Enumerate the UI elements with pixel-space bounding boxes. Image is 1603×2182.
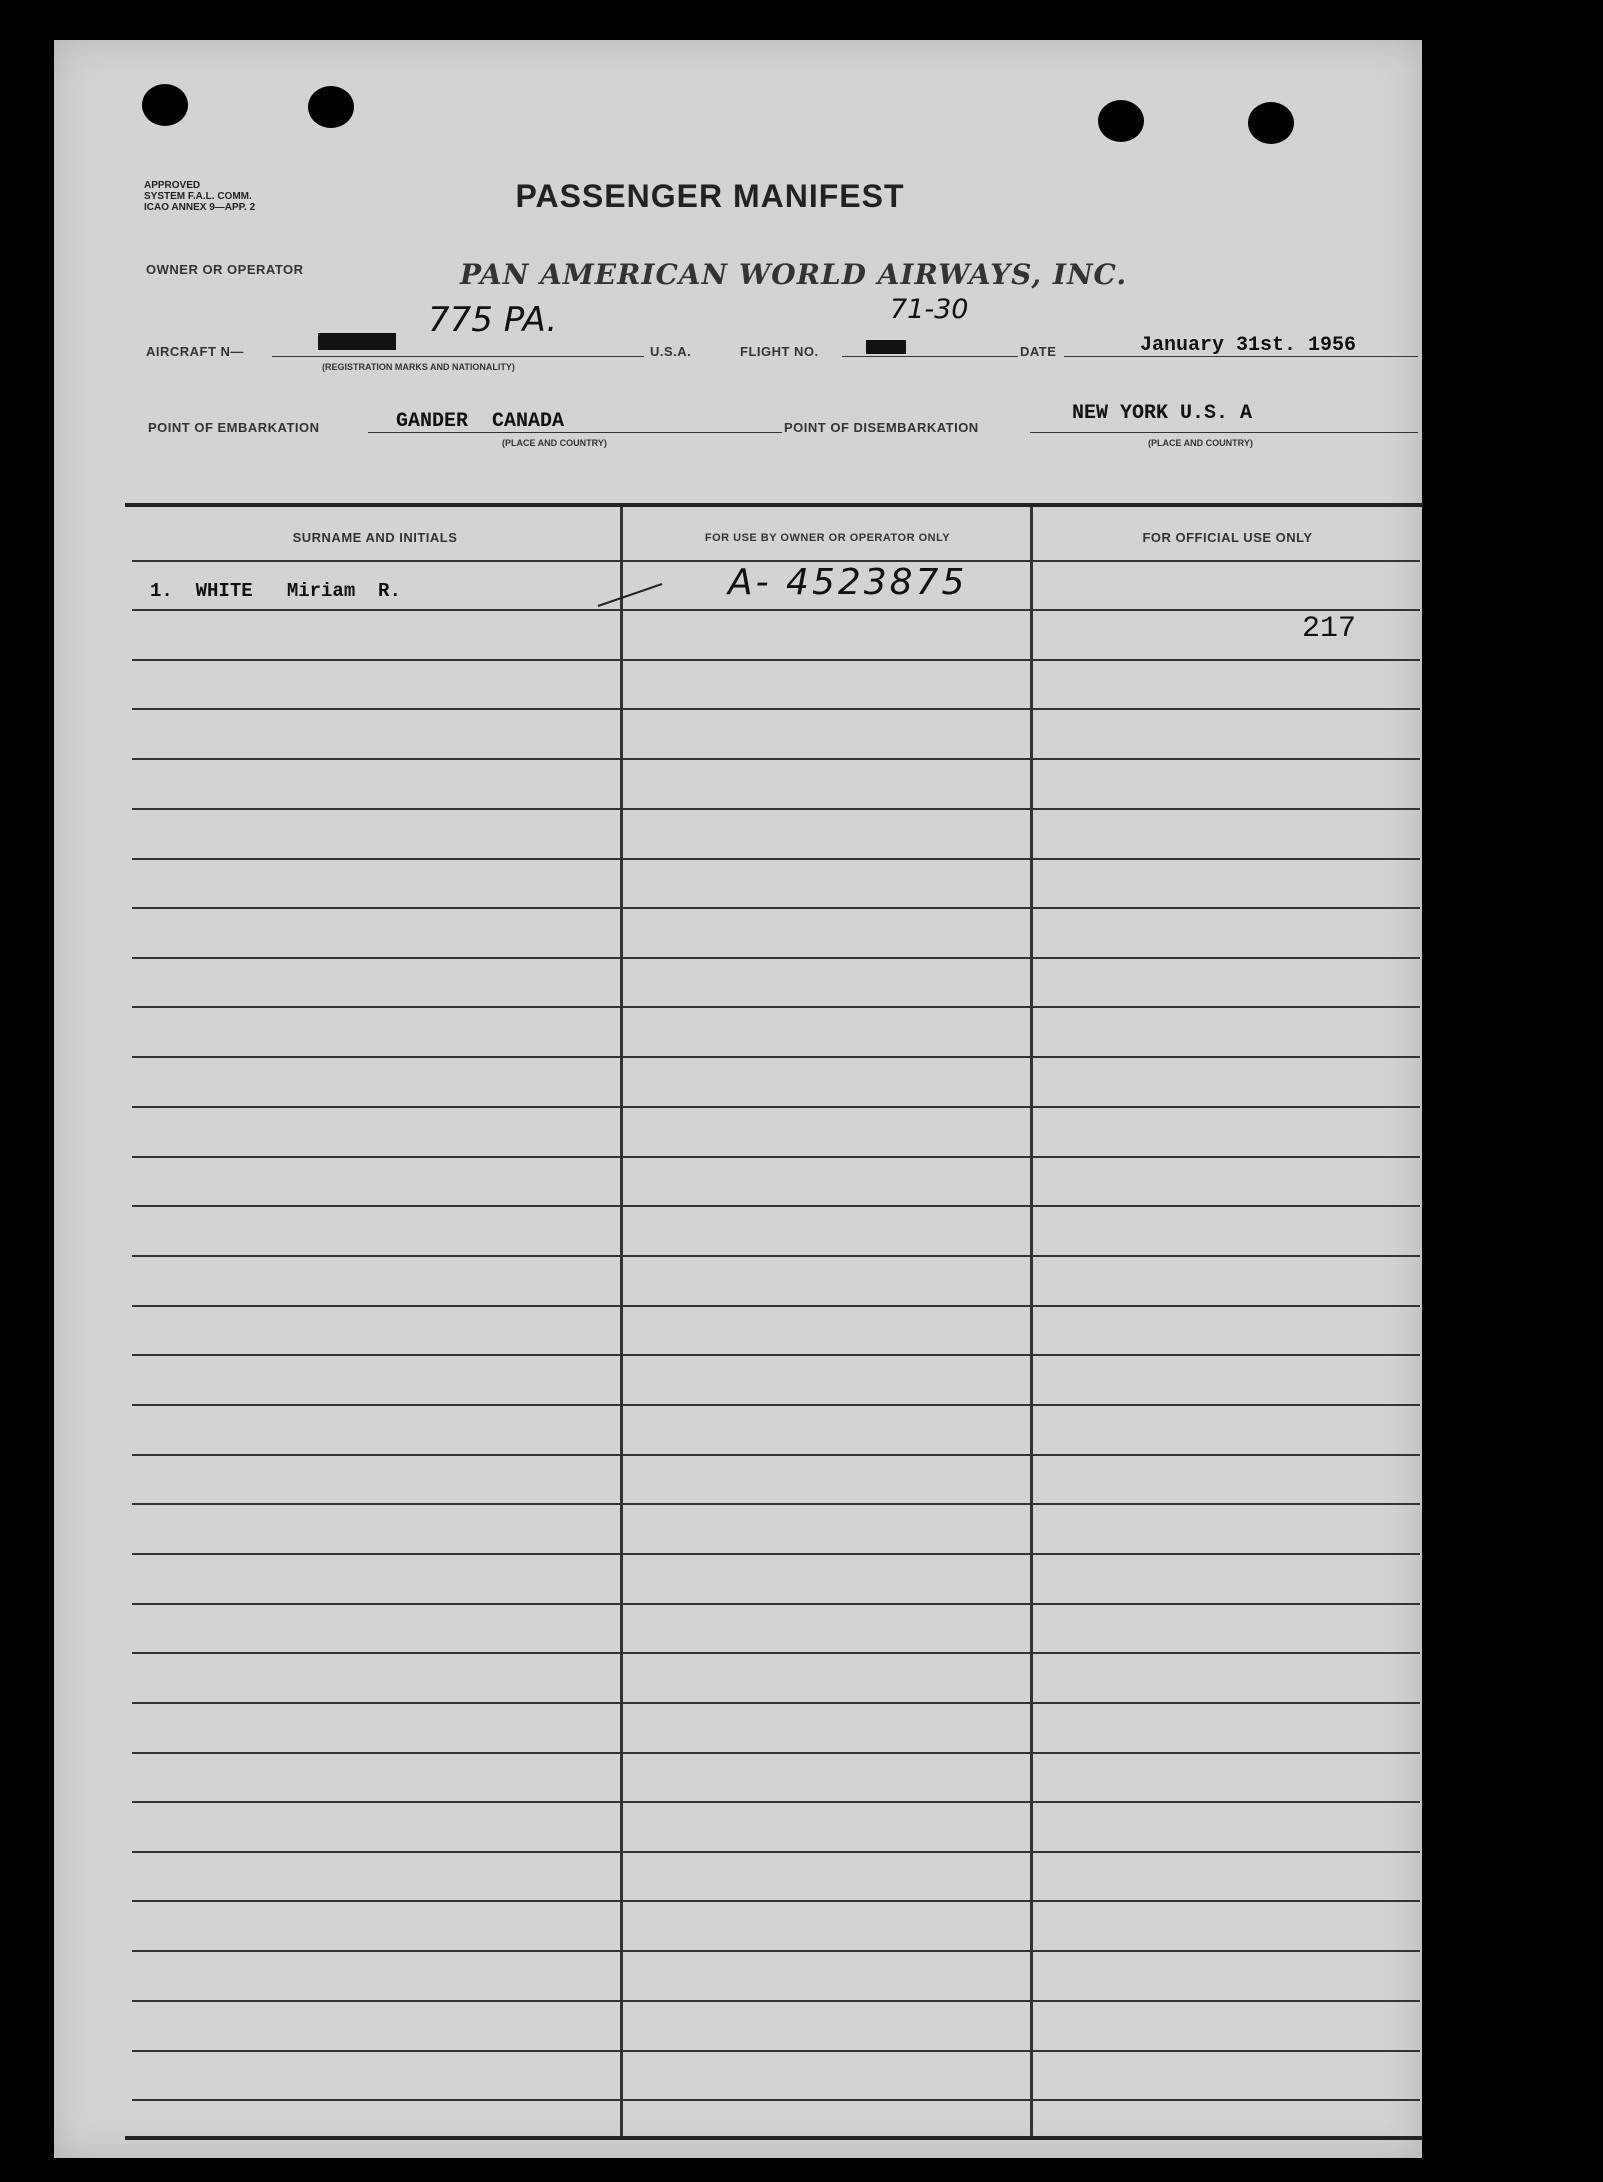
table-top-rule — [125, 503, 1423, 507]
embarkation-caption: (PLACE AND COUNTRY) — [502, 438, 607, 448]
table-row — [132, 2050, 1420, 2052]
handwritten-stroke — [596, 580, 666, 610]
flight-line — [842, 356, 1018, 357]
table-row — [132, 1404, 1420, 1406]
aircraft-value: 775 PA. — [428, 300, 558, 340]
table-row — [132, 858, 1420, 860]
date-label: DATE — [1020, 344, 1057, 359]
owner-label: OWNER OR OPERATOR — [146, 262, 304, 277]
official-number: 217 — [1302, 612, 1357, 646]
usa-label: U.S.A. — [650, 344, 692, 359]
punch-hole — [142, 84, 188, 126]
punch-hole — [1248, 102, 1294, 144]
table-row — [132, 758, 1420, 760]
page-title: PASSENGER MANIFEST — [515, 178, 905, 214]
flight-value: 71-30 — [890, 294, 969, 325]
column-header-surname: SURNAME AND INITIALS — [292, 530, 458, 545]
table-row — [132, 1354, 1420, 1356]
table-row — [132, 1900, 1420, 1902]
table-row — [132, 2000, 1420, 2002]
table-row — [132, 708, 1420, 710]
table-row — [132, 2099, 1420, 2101]
struck-out-flight — [866, 340, 906, 354]
manifest-page — [54, 40, 1422, 2158]
table-row — [132, 1603, 1420, 1605]
table-row — [132, 1305, 1420, 1307]
table-row — [132, 1454, 1420, 1456]
passenger-name: 1. WHITE Miriam R. — [150, 580, 401, 602]
registration-caption: (REGISTRATION MARKS AND NATIONALITY) — [322, 362, 515, 372]
date-value: January 31st. 1956 — [1140, 334, 1357, 357]
table-row — [132, 957, 1420, 959]
table-row — [132, 1056, 1420, 1058]
table-row — [132, 1851, 1420, 1853]
table-row — [132, 659, 1420, 661]
operator-name: PAN AMERICAN WORLD AIRWAYS, INC. — [460, 258, 1128, 291]
passport-number: A- 4523875 — [728, 562, 968, 603]
column-header-operator: FOR USE BY OWNER OR OPERATOR ONLY — [704, 532, 951, 544]
table-bottom-rule — [125, 2136, 1423, 2140]
punch-hole — [308, 86, 354, 128]
flight-label: FLIGHT NO. — [740, 344, 819, 359]
table-row — [132, 1106, 1420, 1108]
column-divider — [620, 507, 623, 2137]
disembarkation-caption: (PLACE AND COUNTRY) — [1148, 438, 1253, 448]
aircraft-label: AIRCRAFT N— — [146, 344, 244, 359]
disembarkation-line — [1030, 432, 1418, 433]
column-header-official: FOR OFFICIAL USE ONLY — [1142, 530, 1313, 545]
table-row — [132, 1950, 1420, 1952]
table-row — [132, 808, 1420, 810]
table-row — [132, 1702, 1420, 1704]
punch-hole — [1098, 100, 1144, 142]
struck-out-registration — [318, 333, 396, 350]
disembarkation-label: POINT OF DISEMBARKATION — [784, 420, 979, 435]
table-row — [132, 1006, 1420, 1008]
table-row — [132, 1652, 1420, 1654]
table-row — [132, 1503, 1420, 1505]
table-row — [132, 1156, 1420, 1158]
disembarkation-value: NEW YORK U.S. A — [1072, 402, 1253, 425]
embarkation-label: POINT OF EMBARKATION — [148, 420, 320, 435]
embarkation-value: GANDER CANADA — [396, 410, 565, 433]
approval-note: APPROVED SYSTEM F.A.L. COMM. ICAO ANNEX 9—APP. 2 — [144, 180, 256, 213]
aircraft-line — [272, 356, 644, 357]
table-row — [132, 907, 1420, 909]
table-row — [132, 1205, 1420, 1207]
table-row — [132, 1553, 1420, 1555]
table-row — [132, 1752, 1420, 1754]
column-divider — [1030, 507, 1033, 2137]
table-row — [132, 1255, 1420, 1257]
table-row — [132, 609, 1420, 611]
table-row — [132, 1801, 1420, 1803]
